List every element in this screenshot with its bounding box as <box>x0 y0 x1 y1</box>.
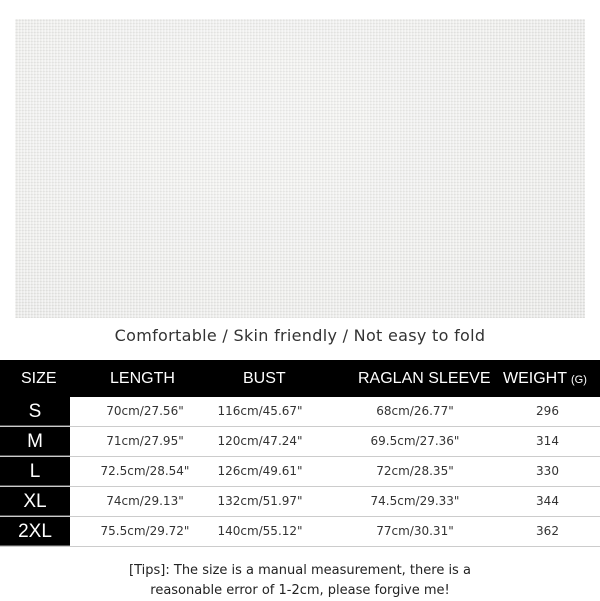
weight-cell: 314 <box>536 434 559 448</box>
sleeve-cell: 69.5cm/27.36" <box>370 434 460 448</box>
length-cell: 75.5cm/29.72" <box>100 524 190 538</box>
bust-cell: 126cm/49.61" <box>217 464 303 478</box>
bust-cell: 116cm/45.67" <box>217 404 303 418</box>
table-row <box>0 397 600 427</box>
header-length: LENGTH <box>110 370 175 387</box>
sleeve-cell: 74.5cm/29.33" <box>370 494 460 508</box>
table-row <box>0 517 600 547</box>
table-row <box>0 427 600 457</box>
header-weight-unit: (G) <box>571 374 587 386</box>
tips-note <box>0 561 600 601</box>
size-chart-table <box>0 360 600 547</box>
weight-cell: 296 <box>536 404 559 418</box>
length-cell: 70cm/27.56" <box>106 404 184 418</box>
size-label: M <box>0 427 70 456</box>
header-raglan-sleeve: RAGLAN SLEEVE <box>358 370 491 387</box>
bust-cell: 140cm/55.12" <box>217 524 303 538</box>
size-label: L <box>0 457 70 486</box>
sleeve-cell: 72cm/28.35" <box>376 464 454 478</box>
size-label: XL <box>0 487 70 516</box>
tips-line-1: [Tips]: The size is a manual measurement, there is a <box>129 563 471 578</box>
weight-cell: 362 <box>536 524 559 538</box>
header-size: SIZE <box>21 370 57 387</box>
weight-cell: 344 <box>536 494 559 508</box>
bust-cell: 132cm/51.97" <box>217 494 303 508</box>
header-bust: BUST <box>243 370 286 387</box>
tips-line-2: reasonable error of 1-2cm, please forgive me! <box>150 583 450 598</box>
fabric-photo <box>15 19 585 318</box>
header-weight <box>503 370 587 388</box>
size-label: 2XL <box>0 517 70 546</box>
weight-cell: 330 <box>536 464 559 478</box>
sleeve-cell: 77cm/30.31" <box>376 524 454 538</box>
size-label: S <box>0 397 70 426</box>
bust-cell: 120cm/47.24" <box>217 434 303 448</box>
length-cell: 71cm/27.95" <box>106 434 184 448</box>
sleeve-cell: 68cm/26.77" <box>376 404 454 418</box>
table-row <box>0 457 600 487</box>
table-header-row <box>0 360 600 397</box>
header-weight-label: WEIGHT <box>503 370 567 387</box>
length-cell: 72.5cm/28.54" <box>100 464 190 478</box>
length-cell: 74cm/29.13" <box>106 494 184 508</box>
feature-caption: Comfortable / Skin friendly / Not easy to fold <box>114 326 486 345</box>
table-row <box>0 487 600 517</box>
